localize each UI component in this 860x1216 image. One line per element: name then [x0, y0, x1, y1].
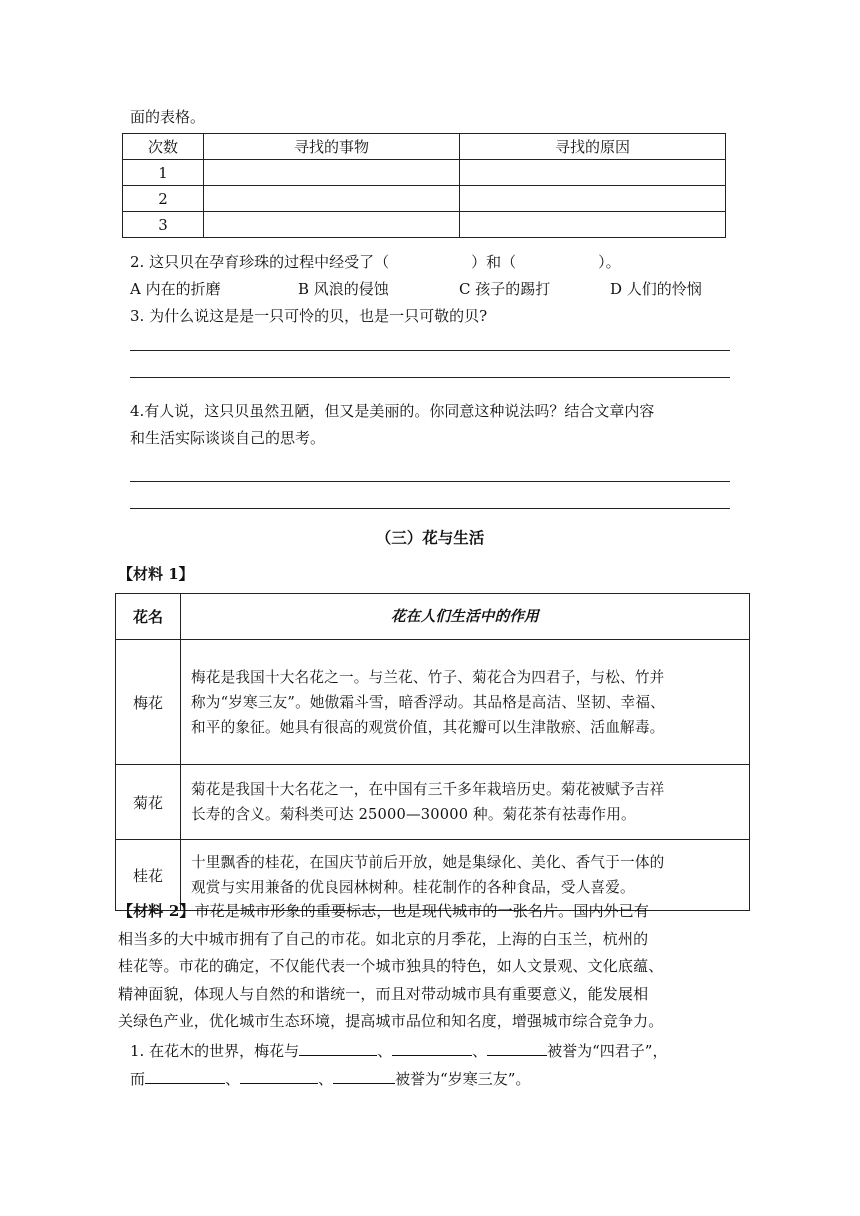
thing-cell[interactable] — [204, 160, 460, 186]
description-line: 和平的象征。她具有很高的观赏价值，其花瓣可以生津散瘀、活血解毒。 — [191, 718, 665, 736]
fill-blank[interactable] — [333, 1069, 395, 1084]
reason-cell[interactable] — [460, 212, 726, 238]
table-row — [116, 765, 750, 840]
header-reason: 寻找的原因 — [460, 134, 726, 160]
question-4-line-2: 和生活实际谈谈自己的思考。 — [130, 429, 326, 447]
flower-table-header — [116, 594, 750, 640]
table-row — [123, 212, 726, 238]
separator: 、 — [472, 1042, 488, 1060]
intro-text: 面的表格。 — [130, 108, 206, 126]
paragraph-line: 桂花等。市花的确定，不仅能代表一个城市独具的特色，如人文景观、文化底蕴、 — [118, 957, 664, 975]
answer-line[interactable] — [130, 508, 730, 509]
question-3: 3. 为什么说这是是一只可怜的贝，也是一只可敬的贝? — [130, 307, 488, 325]
fill-blank[interactable] — [299, 1041, 377, 1056]
material-2-label: 【材料 2】 — [118, 902, 195, 920]
answer-line[interactable] — [130, 481, 730, 482]
header-flower-role: 花在人们生活中的作用 — [181, 594, 750, 640]
description-line: 称为“岁寒三友”。她傲霜斗雪，暗香浮动。其品格是高洁、坚韧、幸福、 — [191, 693, 665, 711]
material-2-paragraph — [118, 898, 748, 1036]
q2-option-a[interactable]: A 内在的折磨 — [130, 280, 221, 298]
description-line: 十里飘香的桂花，在国庆节前后开放，她是集绿化、美化、香气于一体的 — [191, 854, 665, 871]
description-line: 菊花是我国十大名花之一，在中国有三千多年栽培历史。菊花被赋予吉祥 — [191, 781, 665, 798]
material-2-first-line — [118, 898, 748, 926]
row-number: 1 — [123, 160, 204, 186]
reason-cell[interactable] — [460, 160, 726, 186]
table-row — [116, 640, 750, 765]
description-line: 梅花是我国十大名花之一。与兰花、竹子、菊花合为四君子，与松、竹并 — [191, 668, 665, 686]
flower-name: 桂花 — [116, 840, 181, 911]
search-record-table — [122, 133, 726, 238]
description-line: 观赏与实用兼备的优良园林树种。桂花制作的各种食品，受人喜爱。 — [191, 879, 635, 896]
q2-stem-c: ）。 — [598, 253, 621, 271]
fill-question-line-2 — [130, 1068, 530, 1089]
section-title: （三）花与生活 — [375, 528, 485, 547]
thing-cell[interactable] — [204, 212, 460, 238]
reason-cell[interactable] — [460, 186, 726, 212]
flower-description — [181, 640, 750, 765]
flower-description — [181, 765, 750, 840]
paragraph-line: 精神面貌，体现人与自然的和谐统一，而且对带动城市具有重要意义，能发展相 — [118, 984, 649, 1003]
q2-option-c[interactable]: C 孩子的踢打 — [459, 280, 551, 298]
question-4-line-1: 4.有人说，这只贝虽然丑陋，但又是美丽的。你同意这种说法吗？结合文章内容 — [130, 402, 655, 420]
fill-question-text: 被誉为“岁寒三友”。 — [395, 1070, 531, 1088]
fill-question-line-1 — [130, 1040, 667, 1061]
thing-cell[interactable] — [204, 186, 460, 212]
q2-option-b[interactable]: B 风浪的侵蚀 — [298, 280, 389, 298]
fill-blank[interactable] — [145, 1069, 225, 1084]
flower-name: 菊花 — [116, 765, 181, 840]
header-flower-name: 花名 — [116, 594, 181, 640]
fill-blank[interactable] — [487, 1041, 547, 1056]
q2-option-d[interactable]: D 人们的怜悯 — [610, 280, 702, 298]
fill-blank[interactable] — [392, 1041, 472, 1056]
header-thing: 寻找的事物 — [204, 134, 460, 160]
header-count: 次数 — [123, 134, 204, 160]
paragraph-line: 相当多的大中城市拥有了自己的市花。如北京的月季花，上海的白玉兰，杭州的 — [118, 929, 649, 948]
answer-line[interactable] — [130, 350, 730, 351]
answer-line[interactable] — [130, 377, 730, 378]
paragraph-line: 市花是城市形象的重要标志，也是现代城市的一张名片。国内外已有 — [194, 902, 650, 920]
fill-blank[interactable] — [240, 1069, 318, 1084]
description-line: 长寿的含义。菊科类可达 25000—30000 种。菊花茶有祛毒作用。 — [191, 806, 636, 823]
separator: 、 — [377, 1042, 393, 1060]
paragraph-line: 关绿色产业，优化城市生态环境，提高城市品位和知名度，增强城市综合竞争力。 — [118, 1012, 664, 1030]
row-number: 3 — [123, 212, 204, 238]
flower-table — [115, 593, 750, 911]
table-row — [123, 160, 726, 186]
table-header-row — [123, 134, 726, 160]
fill-question-text: 1. 在花木的世界，梅花与 — [130, 1042, 300, 1060]
row-number: 2 — [123, 186, 204, 212]
q2-stem-b: ）和（ — [471, 253, 517, 271]
question-2 — [130, 251, 621, 272]
separator: 、 — [225, 1070, 241, 1088]
fill-question-text: 而 — [130, 1070, 146, 1088]
flower-name: 梅花 — [116, 640, 181, 765]
material-1-label: 【材料 1】 — [118, 565, 194, 583]
table-row — [123, 186, 726, 212]
fill-question-text: 被誉为“四君子”， — [547, 1042, 668, 1060]
q2-stem-a: 2. 这只贝在孕育珍珠的过程中经受了（ — [130, 253, 390, 271]
separator: 、 — [318, 1070, 334, 1088]
